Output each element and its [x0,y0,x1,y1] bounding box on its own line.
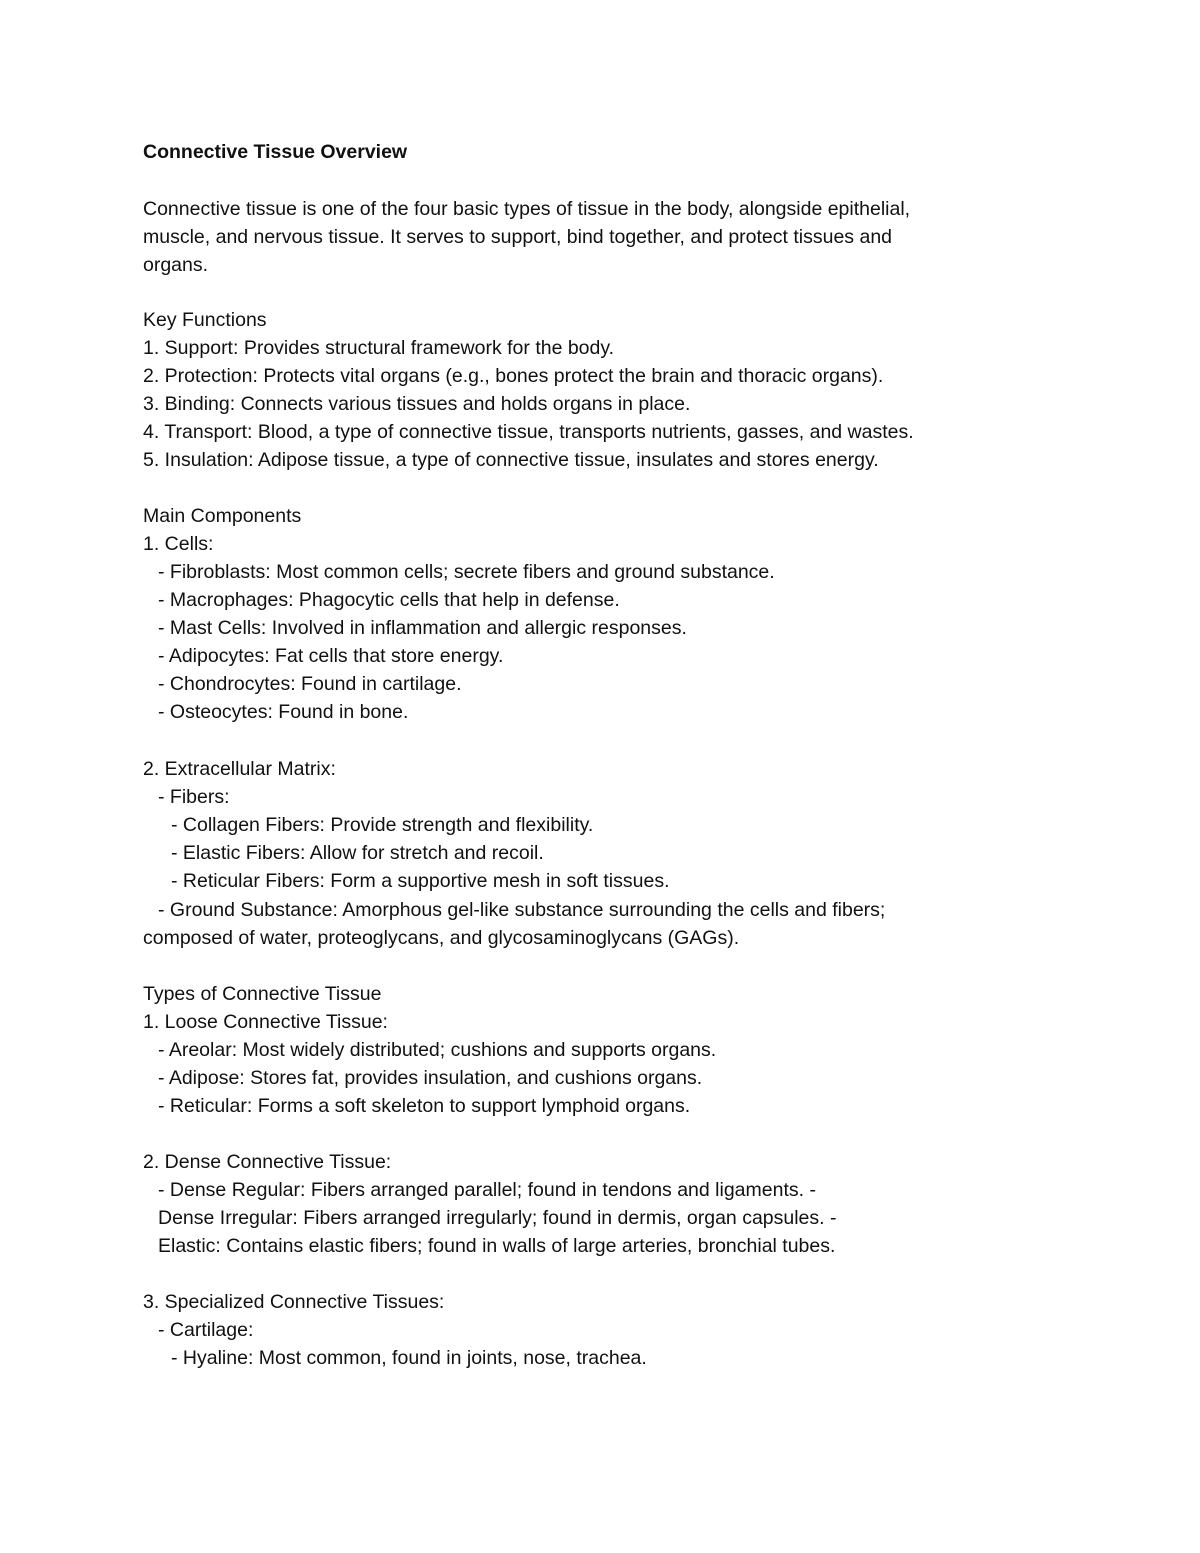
fiber-item: - Elastic Fibers: Allow for stretch and recoil. [171,842,544,864]
matrix-label: 2. Extracellular Matrix: [143,758,336,780]
dense-line: Elastic: Contains elastic fibers; found in walls of large arteries, bronchial tubes. [158,1235,836,1257]
key-function-item: 4. Transport: Blood, a type of connective tissue, transports nutrients, gasses, and wastes. [143,421,914,443]
dense-label: 2. Dense Connective Tissue: [143,1151,392,1173]
loose-item: - Adipose: Stores fat, provides insulation, and cushions organs. [158,1067,703,1089]
main-components-heading: Main Components [143,505,302,527]
key-function-item: 5. Insulation: Adipose tissue, a type of connective tissue, insulates and stores energy. [143,449,879,471]
key-function-item: 1. Support: Provides structural framework for the body. [143,337,615,359]
specialized-label: 3. Specialized Connective Tissues: [143,1291,445,1313]
types-heading: Types of Connective Tissue [143,983,382,1005]
cell-item: - Osteocytes: Found in bone. [158,701,409,723]
key-function-item: 2. Protection: Protects vital organs (e.g., bones protect the brain and thoracic organs). [143,365,884,387]
document-title: Connective Tissue Overview [143,141,408,163]
loose-label: 1. Loose Connective Tissue: [143,1011,388,1033]
dense-line: Dense Irregular: Fibers arranged irregularly; found in dermis, organ capsules. - [158,1207,837,1229]
cell-item: - Adipocytes: Fat cells that store energy. [158,645,504,667]
cartilage-item: - Hyaline: Most common, found in joints, nose, trachea. [171,1347,647,1369]
cells-label: 1. Cells: [143,533,214,555]
cell-item: - Fibroblasts: Most common cells; secrete fibers and ground substance. [158,561,775,583]
fiber-item: - Collagen Fibers: Provide strength and flexibility. [171,814,594,836]
dense-line: - Dense Regular: Fibers arranged parallel; found in tendons and ligaments. - [158,1179,816,1201]
cell-item: - Macrophages: Phagocytic cells that help in defense. [158,589,620,611]
intro-line: Connective tissue is one of the four basic types of tissue in the body, alongside epithelial, [143,198,911,220]
intro-line: muscle, and nervous tissue. It serves to support, bind together, and protect tissues and [143,226,893,248]
loose-item: - Areolar: Most widely distributed; cushions and supports organs. [158,1039,717,1061]
cell-item: - Mast Cells: Involved in inflammation and allergic responses. [158,617,687,639]
intro-line: organs. [143,254,209,276]
cartilage-label: - Cartilage: [158,1319,254,1341]
key-function-item: 3. Binding: Connects various tissues and holds organs in place. [143,393,691,415]
key-functions-heading: Key Functions [143,309,267,331]
fibers-label: - Fibers: [158,786,230,808]
cell-item: - Chondrocytes: Found in cartilage. [158,673,462,695]
ground-substance-line: - Ground Substance: Amorphous gel-like substance surrounding the cells and fibers; [158,899,886,921]
fiber-item: - Reticular Fibers: Form a supportive mesh in soft tissues. [171,870,670,892]
loose-item: - Reticular: Forms a soft skeleton to support lymphoid organs. [158,1095,691,1117]
ground-substance-line: composed of water, proteoglycans, and glycosaminoglycans (GAGs). [143,927,740,949]
